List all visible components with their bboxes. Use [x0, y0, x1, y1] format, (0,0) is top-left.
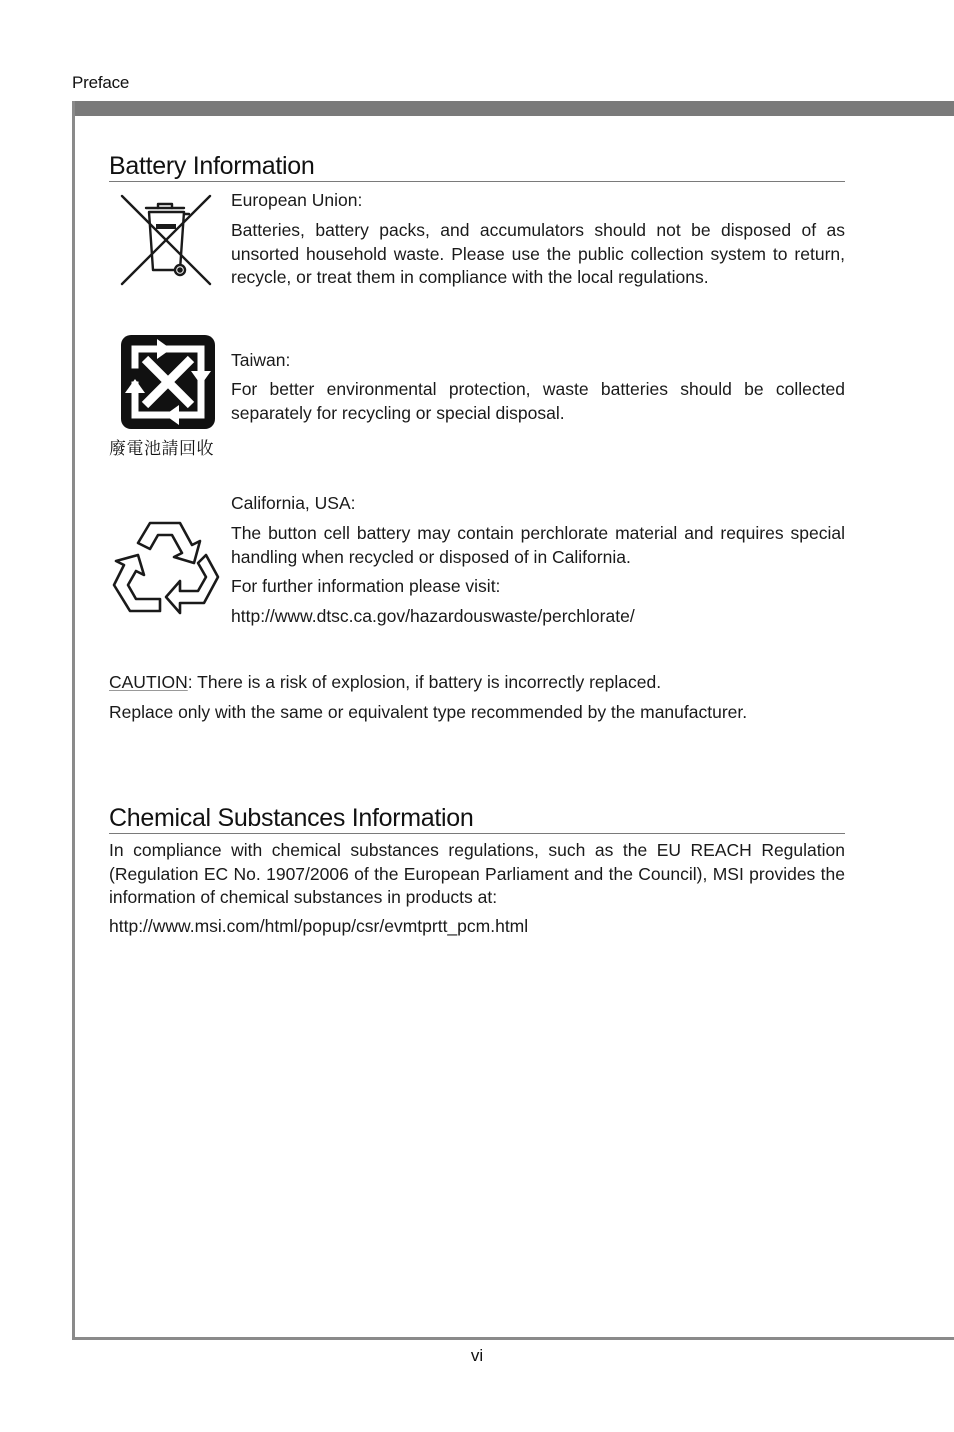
- eu-body: Batteries, battery packs, and accumulators should not be disposed of as unsorted household waste. Please use the public collection system to return, recycle, or treat them in compliance with the local regulations.: [231, 220, 845, 287]
- taiwan-body: For better environmental protection, waste batteries should be collected separately for recycling or special disposal.: [231, 379, 845, 423]
- california-more-info: For further information please visit:: [231, 576, 501, 596]
- running-head: Preface: [72, 73, 130, 92]
- taiwan-battery-recycling-icon: [121, 335, 215, 429]
- eu-label: European Union:: [231, 190, 363, 210]
- header-bar: [72, 101, 954, 116]
- chemical-body: In compliance with chemical substances regulations, such as the EU REACH Regulation (Regulation EC No. 1907/2006 of the European Parliament and the Council), MSI provides the information of chemical substances in products at:: [109, 840, 845, 907]
- caution-text: : There is a risk of explosion, if battery is incorrectly replaced.: [187, 672, 662, 692]
- california-label: California, USA:: [231, 493, 356, 513]
- left-margin-rule: [72, 101, 75, 1340]
- chemical-url-link[interactable]: http://www.msi.com/html/popup/csr/evmtprtt_pcm.html: [109, 916, 529, 936]
- chemical-substances-heading: Chemical Substances Information: [109, 804, 845, 834]
- caution-statement: [109, 671, 661, 695]
- crossed-out-wheelie-bin-icon: [118, 192, 214, 288]
- california-url-link[interactable]: http://www.dtsc.ca.gov/hazardouswaste/perchlorate/: [231, 606, 635, 626]
- bottom-rule: [72, 1337, 954, 1340]
- battery-information-heading: Battery Information: [109, 152, 845, 182]
- california-body: The button cell battery may contain perchlorate material and requires special handling when recycled or disposed of in California.: [231, 523, 845, 567]
- recycling-arrows-icon: [110, 515, 222, 619]
- caution-label: CAUTION: [109, 672, 188, 692]
- taiwan-label: Taiwan:: [231, 350, 291, 370]
- replace-statement: Replace only with the same or equivalent type recommended by the manufacturer.: [109, 702, 748, 722]
- taiwan-icon-caption: 廢電池請回收: [109, 439, 214, 459]
- page-number: vi: [470, 1346, 484, 1365]
